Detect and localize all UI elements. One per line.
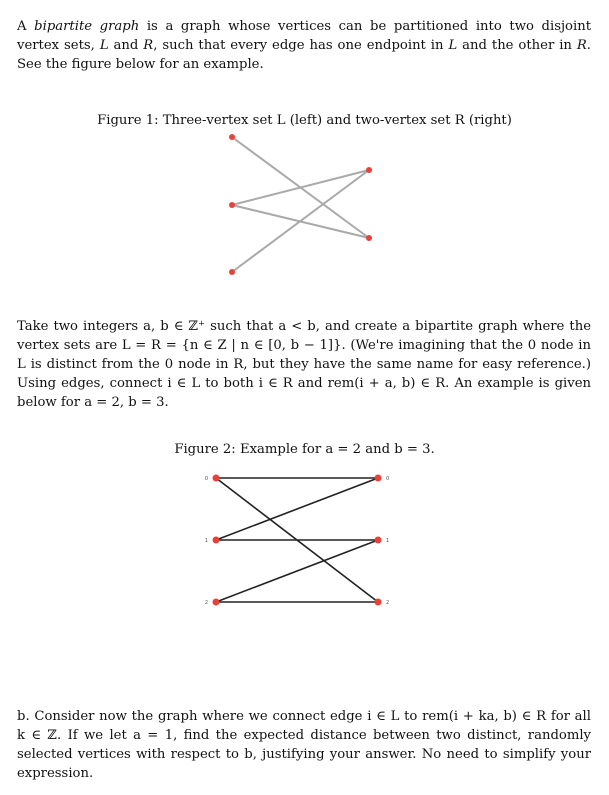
figure1-edge [232, 170, 369, 272]
figure2-right-label: 1 [386, 538, 390, 544]
figure1-left-vertex [229, 134, 235, 140]
question-b [17, 707, 591, 783]
figure2-left-vertex [213, 599, 220, 606]
figure2-edge [216, 478, 378, 540]
term-bipartite-graph: bipartite graph [34, 19, 140, 34]
figure1-caption: Figure 1: Three-vertex set L (left) and two-vertex set R (right) [97, 113, 512, 128]
figure2-left-label: 0 [204, 476, 208, 482]
figure1-left-vertex [229, 202, 235, 208]
figure2-edge [216, 540, 378, 602]
figure2-left-vertex [213, 475, 220, 482]
body-paragraph: Take two integers a, b ∈ ℤ⁺ such that a < b, and create a bipartite graph where the vertex sets are L = R = {n ∈ Z | n ∈ [0, b − 1]}. (We're imagining that the 0 node in L is distinct from the 0 node in R, but they have the same name for easy reference.) Using edges, connect i ∈ L to both i ∈ R and rem(i + a, b) ∈ R. An example is given below for a = 2, b = 3. [17, 319, 591, 410]
figure1-edge [232, 170, 369, 205]
figure2-right-vertex [375, 599, 382, 606]
figure1-graph [0, 130, 609, 280]
figure2-graph [0, 470, 609, 610]
figure2-caption: Figure 2: Example for a = 2 and b = 3. [174, 442, 435, 457]
figure2-left-vertex [213, 537, 220, 544]
figure1-right-vertex [366, 235, 372, 241]
question-text: Consider now the graph where we connect edge i ∈ L to rem(i + ka, b) ∈ R for all k ∈ ℤ. If we let a = 1, find the expected distance between two distinct, randomly selected vertices with respect to b, justifying your answer. No need to simplify your expression. [17, 709, 591, 781]
figure1-vertices [229, 134, 372, 275]
figure1-left-vertex [229, 269, 235, 275]
figure2-right-vertex [375, 475, 382, 482]
figure2-edges [216, 478, 378, 602]
figure2-left-label: 2 [204, 600, 208, 606]
figure1-edges [232, 137, 369, 272]
question-label: b. [17, 709, 30, 724]
figure2-left-label: 1 [204, 538, 208, 544]
figure2-right-label: 0 [386, 476, 390, 482]
intro-paragraph: A bipartite graph is a graph whose vertices can be partitioned into two disjoint vertex sets, L and R, such that every edge has one endpoint in L and the other in R. See the figure below for an example. [17, 19, 592, 72]
figure1-right-vertex [366, 167, 372, 173]
figure2-right-label: 2 [386, 600, 390, 606]
figure2-right-vertex [375, 537, 382, 544]
